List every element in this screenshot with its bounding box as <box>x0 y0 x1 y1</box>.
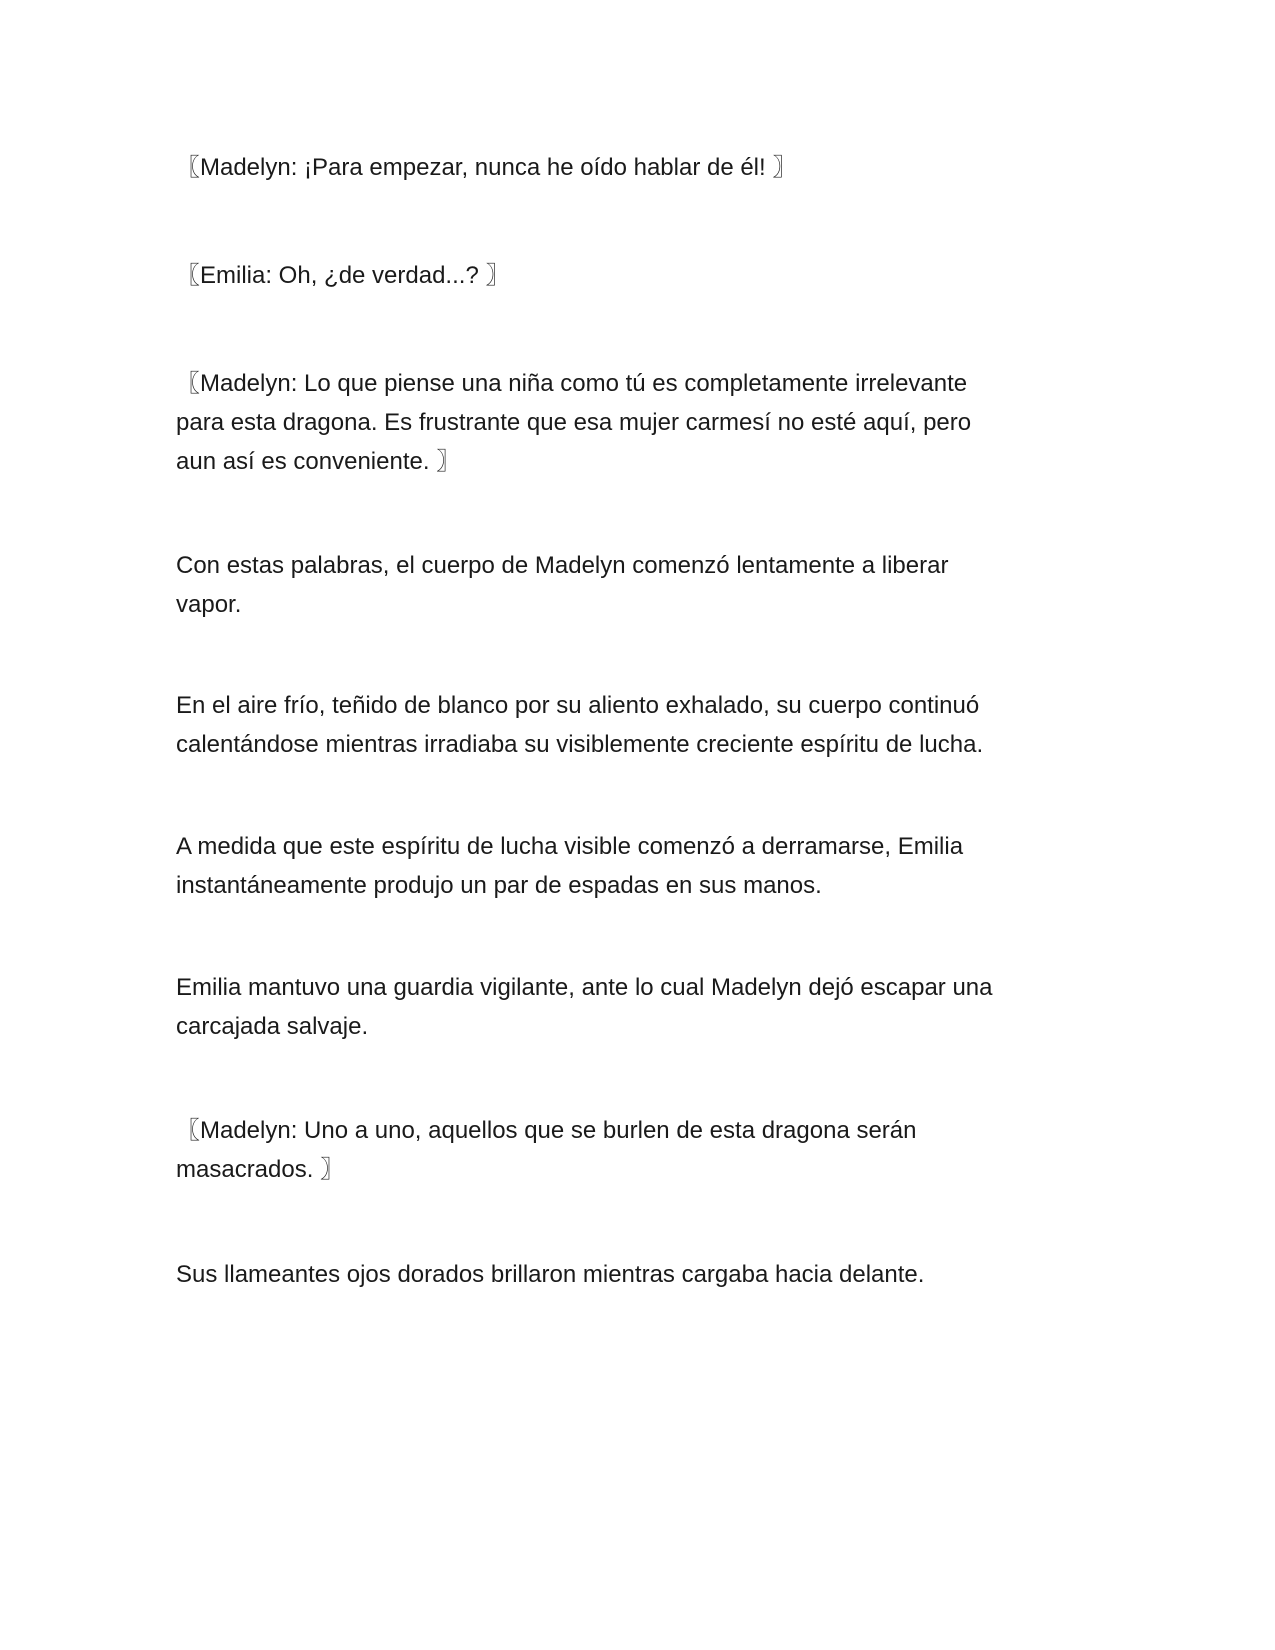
text-line: para esta dragona. Es frustrante que esa mujer carmesí no esté aquí, pero <box>176 409 972 436</box>
paragraph-narration-2 <box>176 686 1096 764</box>
text-line: En el aire frío, teñido de blanco por su aliento exhalado, su cuerpo continuó <box>176 692 980 719</box>
text-line: Con estas palabras, el cuerpo de Madelyn comenzó lentamente a liberar <box>176 552 949 579</box>
text-line: Sus llameantes ojos dorados brillaron mientras cargaba hacia delante. <box>176 1261 925 1288</box>
text-line: aun así es conveniente. 〗 <box>176 448 461 475</box>
text-line: 〖Emilia: Oh, ¿de verdad...? 〗 <box>176 262 510 289</box>
text-line: masacrados. 〗 <box>176 1156 345 1183</box>
text-line: Emilia mantuvo una guardia vigilante, ante lo cual Madelyn dejó escapar una <box>176 974 993 1001</box>
paragraph-dialogue-madelyn-2 <box>176 364 1096 481</box>
text-line: instantáneamente produjo un par de espadas en sus manos. <box>176 872 822 899</box>
text-line: 〖Madelyn: ¡Para empezar, nunca he oído hablar de él! 〗 <box>176 154 797 181</box>
paragraph-narration-4 <box>176 968 1096 1046</box>
paragraph-narration-3 <box>176 827 1096 905</box>
text-line: A medida que este espíritu de lucha visible comenzó a derramarse, Emilia <box>176 833 964 860</box>
paragraph-dialogue-emilia-1 <box>176 256 1096 295</box>
paragraph-narration-1 <box>176 546 1096 624</box>
text-line: calentándose mientras irradiaba su visiblemente creciente espíritu de lucha. <box>176 731 984 758</box>
paragraph-narration-5 <box>176 1255 1096 1294</box>
text-line: carcajada salvaje. <box>176 1013 369 1040</box>
text-line: 〖Madelyn: Uno a uno, aquellos que se burlen de esta dragona serán <box>176 1117 917 1144</box>
text-line: 〖Madelyn: Lo que piense una niña como tú es completamente irrelevante <box>176 370 968 397</box>
paragraph-dialogue-madelyn-1 <box>176 148 1096 187</box>
text-line: vapor. <box>176 591 242 618</box>
paragraph-dialogue-madelyn-3 <box>176 1111 1096 1189</box>
